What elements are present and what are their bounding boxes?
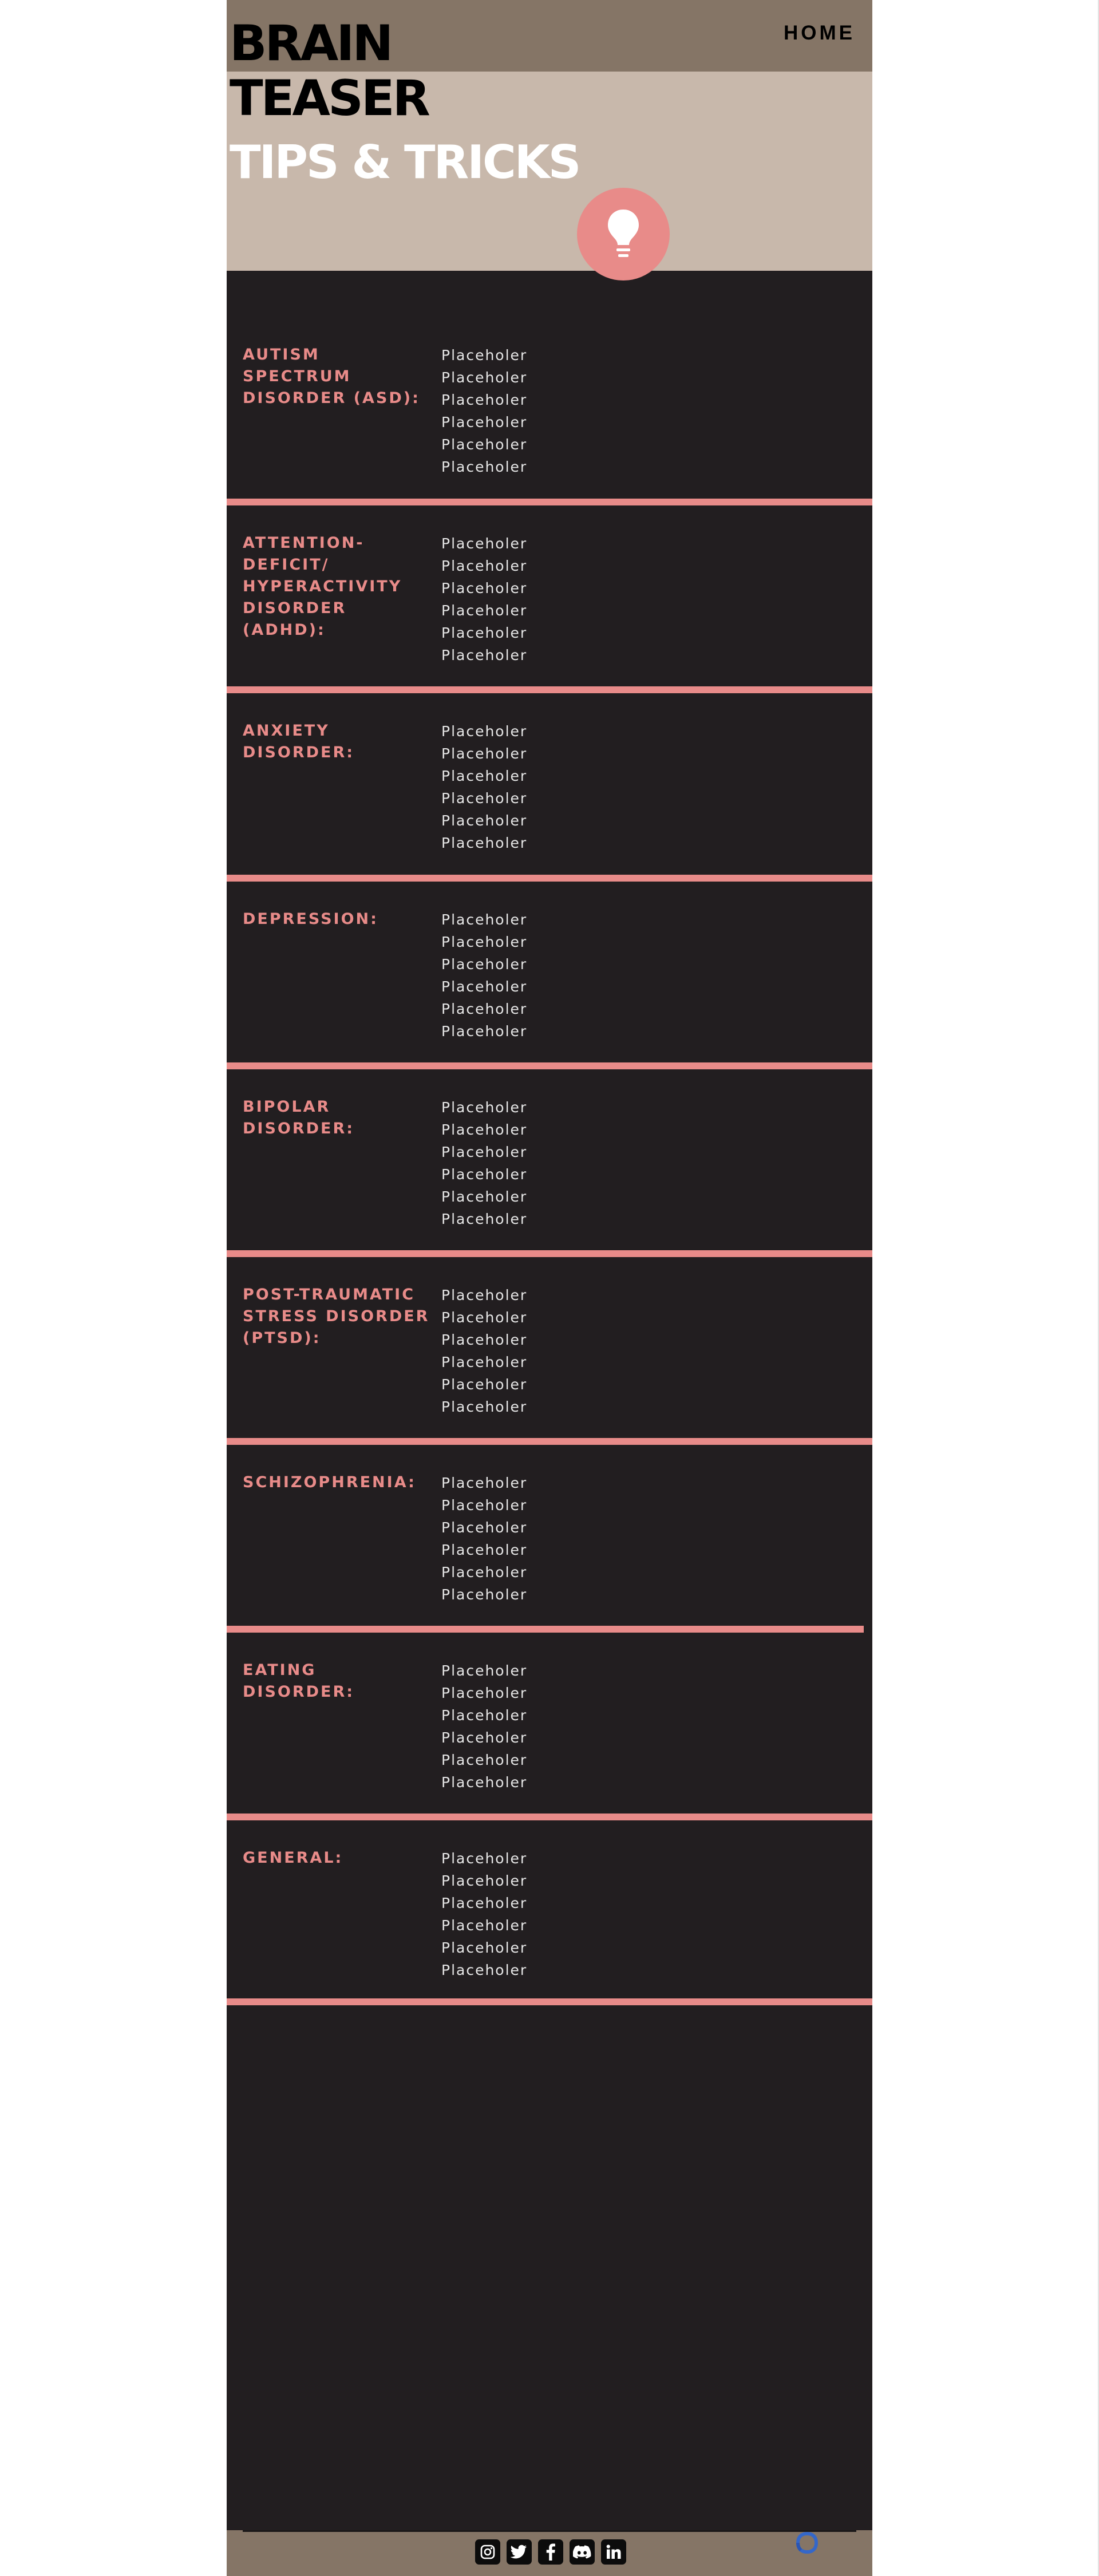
section-adhd bbox=[227, 499, 872, 686]
footer-rule bbox=[243, 2530, 856, 2532]
facebook-icon bbox=[545, 2543, 556, 2561]
discord-link[interactable] bbox=[570, 2539, 595, 2565]
facebook-link[interactable] bbox=[538, 2539, 563, 2565]
twitter-link[interactable] bbox=[507, 2539, 532, 2565]
list-item: Placeholer bbox=[441, 414, 528, 430]
list-item: Placeholer bbox=[441, 459, 528, 475]
list-item: Placeholer bbox=[441, 1542, 528, 1558]
page bbox=[227, 0, 872, 2576]
section-bipolar bbox=[227, 1062, 872, 1250]
list-item: Placeholer bbox=[441, 347, 528, 364]
tips-list bbox=[441, 720, 527, 854]
section-heading: AUTISM SPECTRUM DISORDER (ASD): bbox=[243, 346, 420, 407]
list-item: Placeholer bbox=[441, 1144, 528, 1160]
linkedin-link[interactable] bbox=[601, 2539, 626, 2565]
chat-widget-button[interactable] bbox=[791, 2529, 823, 2561]
logo-line-1: BRAIN bbox=[230, 15, 392, 72]
list-item: Placeholer bbox=[441, 1497, 528, 1514]
linkedin-icon bbox=[606, 2544, 622, 2560]
list-item: Placeholer bbox=[441, 1001, 528, 1017]
list-item: Placeholer bbox=[441, 625, 528, 641]
section-heading: EATING DISORDER: bbox=[243, 1661, 355, 1701]
list-item: Placeholer bbox=[441, 1211, 528, 1227]
list-item: Placeholer bbox=[441, 1166, 528, 1183]
section-heading: DEPRESSION: bbox=[243, 910, 378, 928]
section-asd bbox=[227, 271, 872, 475]
section-eating-disorder bbox=[227, 1626, 872, 1814]
list-item: Placeholer bbox=[441, 369, 528, 386]
tips-list bbox=[441, 344, 527, 478]
site-logo[interactable] bbox=[230, 16, 428, 126]
twitter-icon bbox=[511, 2545, 528, 2559]
list-item: Placeholer bbox=[441, 1774, 528, 1791]
tips-list bbox=[441, 1472, 527, 1606]
list-item: Placeholer bbox=[441, 436, 528, 453]
list-item: Placeholer bbox=[441, 1519, 528, 1536]
section-heading: ANXIETY DISORDER: bbox=[243, 722, 355, 761]
list-item: Placeholer bbox=[441, 1023, 528, 1040]
list-item: Placeholer bbox=[441, 1564, 528, 1581]
section-schizophrenia bbox=[227, 1438, 872, 1626]
list-item: Placeholer bbox=[441, 1662, 528, 1679]
list-item: Placeholer bbox=[441, 1309, 528, 1326]
tips-list bbox=[441, 532, 527, 666]
list-item: Placeholer bbox=[441, 1332, 528, 1348]
tips-list bbox=[441, 1096, 527, 1230]
section-heading: BIPOLAR DISORDER: bbox=[243, 1098, 355, 1137]
section-divider bbox=[227, 1998, 872, 2005]
discord-icon bbox=[573, 2545, 591, 2559]
section-depression bbox=[227, 875, 872, 1062]
list-item: Placeholer bbox=[441, 1962, 528, 1978]
list-item: Placeholer bbox=[441, 1729, 528, 1746]
list-item: Placeholer bbox=[441, 1707, 528, 1724]
list-item: Placeholer bbox=[441, 1475, 528, 1491]
instagram-link[interactable] bbox=[475, 2539, 500, 2565]
lightbulb-badge bbox=[577, 188, 670, 280]
list-item: Placeholer bbox=[441, 956, 528, 973]
list-item: Placeholer bbox=[441, 558, 528, 574]
list-item: Placeholer bbox=[441, 1354, 528, 1370]
list-item: Placeholer bbox=[441, 1850, 528, 1867]
tips-list bbox=[441, 1847, 527, 1981]
list-item: Placeholer bbox=[441, 1939, 528, 1956]
list-item: Placeholer bbox=[441, 812, 528, 829]
list-item: Placeholer bbox=[441, 723, 528, 740]
list-item: Placeholer bbox=[441, 835, 528, 851]
section-ptsd bbox=[227, 1250, 872, 1438]
tips-list bbox=[441, 908, 527, 1042]
list-item: Placeholer bbox=[441, 602, 528, 619]
section-anxiety bbox=[227, 686, 872, 874]
page-title: TIPS & TRICKS bbox=[230, 136, 580, 189]
section-heading: GENERAL: bbox=[243, 1849, 343, 1867]
lightbulb-icon bbox=[606, 208, 641, 261]
list-item: Placeholer bbox=[441, 1376, 528, 1393]
list-item: Placeholer bbox=[441, 1287, 528, 1303]
tips-list bbox=[441, 1284, 527, 1418]
section-general bbox=[227, 1814, 872, 2001]
social-links bbox=[475, 2539, 626, 2565]
section-heading: ATTENTION-DEFICIT/ HYPERACTIVITY DISORDER (ADHD): bbox=[243, 534, 402, 639]
list-item: Placeholer bbox=[441, 1121, 528, 1138]
instagram-icon bbox=[480, 2544, 496, 2560]
tips-list bbox=[441, 1660, 527, 1793]
list-item: Placeholer bbox=[441, 978, 528, 995]
list-item: Placeholer bbox=[441, 790, 528, 807]
list-item: Placeholer bbox=[441, 934, 528, 950]
logo-line-2: TEASER bbox=[230, 70, 428, 127]
list-item: Placeholer bbox=[441, 1398, 528, 1415]
list-item: Placeholer bbox=[441, 580, 528, 596]
list-item: Placeholer bbox=[441, 1586, 528, 1603]
list-item: Placeholer bbox=[441, 745, 528, 762]
list-item: Placeholer bbox=[441, 911, 528, 928]
list-item: Placeholer bbox=[441, 392, 528, 408]
chat-icon bbox=[791, 2529, 823, 2561]
list-item: Placeholer bbox=[441, 1895, 528, 1911]
list-item: Placeholer bbox=[441, 647, 528, 663]
nav-home-link[interactable]: HOME bbox=[784, 22, 855, 44]
list-item: Placeholer bbox=[441, 1685, 528, 1701]
section-heading: POST-TRAUMATIC STRESS DISORDER (PTSD): bbox=[243, 1286, 430, 1347]
section-heading: SCHIZOPHRENIA: bbox=[243, 1473, 416, 1491]
list-item: Placeholer bbox=[441, 768, 528, 784]
list-item: Placeholer bbox=[441, 1188, 528, 1205]
list-item: Placeholer bbox=[441, 1099, 528, 1116]
list-item: Placeholer bbox=[441, 1872, 528, 1889]
list-item: Placeholer bbox=[441, 535, 528, 552]
list-item: Placeholer bbox=[441, 1752, 528, 1768]
list-item: Placeholer bbox=[441, 1917, 528, 1934]
